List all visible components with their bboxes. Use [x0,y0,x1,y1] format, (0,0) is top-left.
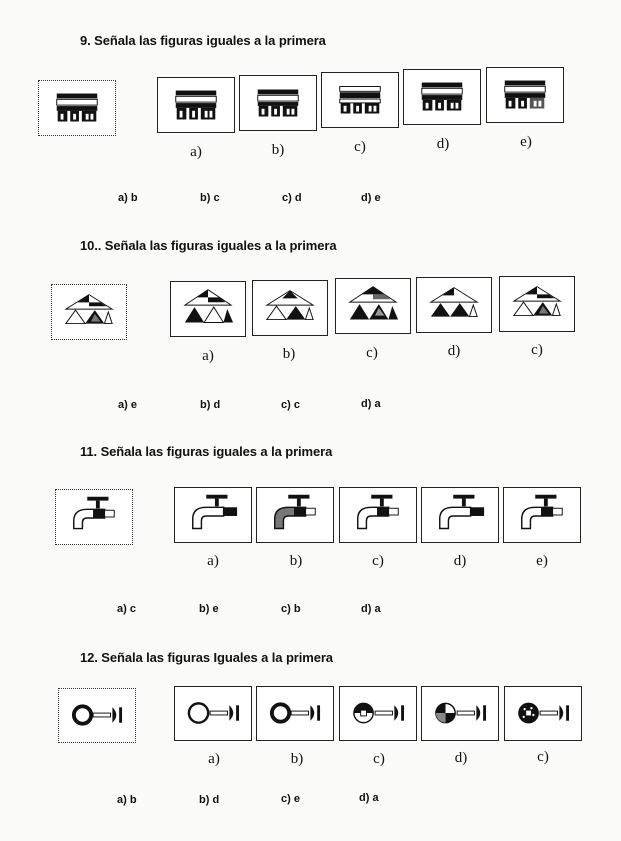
option-12-d[interactable] [421,686,499,741]
circle-key-icon [59,689,135,742]
answer-choice[interactable]: c) e [281,793,300,805]
answer-choice[interactable]: c) c [281,399,300,411]
faucet-icon [340,488,416,542]
answer-choice[interactable]: a) c [117,603,136,615]
option-label: c) [373,751,385,767]
circle-key-icon [175,687,251,740]
faucet-icon [422,488,498,542]
option-9-e[interactable] [486,67,564,123]
building-blocks-icon [487,68,563,122]
triangles-icon [336,279,410,333]
question-10-title: 10.. Señala las figuras iguales a la primera [80,238,337,253]
option-label: a) [190,144,202,160]
answer-choice[interactable]: d) a [361,603,381,615]
triangles-icon [500,277,574,331]
faucet-icon [257,488,333,542]
option-label: c) [366,345,378,361]
option-label: e) [536,553,548,569]
model-figure-11 [55,489,133,545]
option-label: b) [282,346,296,362]
option-12-b[interactable] [256,686,334,741]
option-11-b[interactable] [256,487,334,543]
triangles-icon [52,285,126,339]
answer-choice[interactable]: d) a [361,398,381,410]
answer-choice[interactable]: b) d [199,794,220,806]
answer-choice[interactable]: a) b [117,794,137,806]
option-9-a[interactable] [157,77,235,133]
option-9-c[interactable] [321,72,399,128]
answer-choice[interactable]: d) a [359,792,379,804]
circle-key-icon [257,687,333,740]
option-9-b[interactable] [239,75,317,131]
option-12-a[interactable] [174,686,252,741]
building-blocks-icon [322,73,398,127]
option-label: c) [531,342,543,358]
faucet-icon [504,488,580,542]
question-11-title: 11. Señala las figuras iguales a la primera [80,444,333,459]
option-10-b[interactable] [252,280,328,336]
option-label: c) [537,749,549,765]
option-label: e) [520,134,532,150]
option-11-d[interactable] [421,487,499,543]
option-11-c[interactable] [339,487,417,543]
answer-choice[interactable]: b) e [199,603,219,615]
triangles-icon [253,281,327,335]
building-blocks-icon [158,78,234,132]
option-label: d) [453,553,467,569]
option-9-d[interactable] [403,69,481,125]
triangles-icon [171,282,245,336]
option-10-d[interactable] [416,277,492,333]
faucet-icon [175,488,251,542]
option-label: a) [207,553,219,569]
circle-key-icon [505,687,581,740]
model-figure-12 [58,688,136,743]
model-figure-10 [51,284,127,340]
building-blocks-icon [240,76,316,130]
answer-choice[interactable]: c) b [281,603,301,615]
option-10-c[interactable] [335,278,411,334]
faucet-icon [56,490,132,544]
option-10-a[interactable] [170,281,246,337]
option-12-e[interactable] [504,686,582,741]
model-figure-9 [38,80,116,136]
circle-key-icon [422,687,498,740]
triangles-icon [417,278,491,332]
option-12-c[interactable] [339,686,417,741]
answer-choice[interactable]: b) d [200,399,221,411]
circle-key-icon [340,687,416,740]
option-label: a) [208,751,220,767]
answer-choice[interactable]: c) d [282,192,302,204]
building-blocks-icon [39,81,115,135]
answer-choice[interactable]: a) b [118,192,138,204]
option-label: c) [354,139,366,155]
option-label: a) [202,348,214,364]
answer-choice[interactable]: a) e [118,399,137,411]
option-label: d) [436,136,450,152]
option-10-e[interactable] [499,276,575,332]
option-label: b) [289,553,303,569]
answer-choice[interactable]: b) c [200,192,220,204]
option-label: b) [290,751,304,767]
option-label: b) [271,142,285,158]
building-blocks-icon [404,70,480,124]
answer-choice[interactable]: d) e [361,192,381,204]
option-11-a[interactable] [174,487,252,543]
question-9-title: 9. Señala las figuras iguales a la primera [80,33,326,48]
option-label: d) [447,343,461,359]
option-11-e[interactable] [503,487,581,543]
option-label: d) [454,750,468,766]
option-label: c) [372,553,384,569]
question-12-title: 12. Señala las figuras Iguales a la primera [80,650,333,665]
